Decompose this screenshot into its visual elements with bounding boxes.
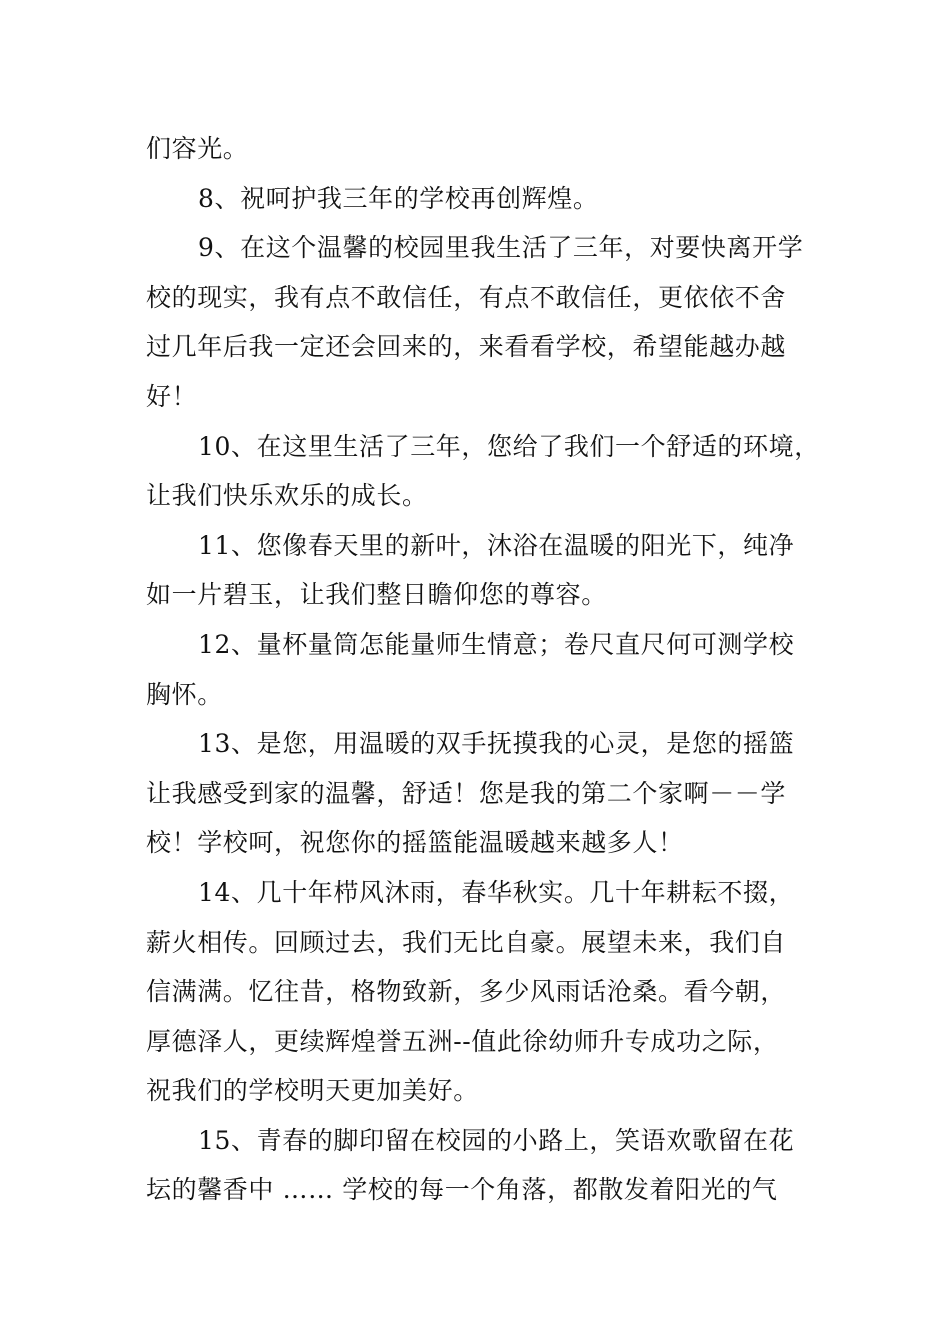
text-line: 如一片碧玉，让我们整日瞻仰您的尊容。 [146,580,607,610]
text-line: 10、在这里生活了三年，您给了我们一个舒适的环境， [198,431,820,461]
text-line: 14、几十年栉风沐雨，春华秋实。几十年耕耘不掇， [198,877,795,907]
text-line: 11、您像春天里的新叶，沐浴在温暖的阳光下，纯净 [198,530,795,560]
text-line: 好！ [146,381,198,411]
text-line: 祝我们的学校明天更加美好。 [146,1076,479,1106]
text-line: 厚德泽人，更续辉煌誉五洲--值此徐幼师升专成功之际， [146,1026,779,1056]
text-line: 13、是您，用温暖的双手抚摸我的心灵，是您的摇篮 [198,729,795,759]
text-line: 坛的馨香中 …… 学校的每一个角落，都散发着阳光的气 [146,1175,778,1205]
text-line: 让我们快乐欢乐的成长。 [146,481,428,511]
text-line: 们容光。 [146,134,249,163]
text-line: 8、祝呵护我三年的学校再创辉煌。 [198,183,599,213]
text-line: 过几年后我一定还会回来的，来看看学校，希望能越办越 [146,332,787,362]
text-line: 15、青春的脚印留在校园的小路上，笑语欢歌留在花 [198,1125,795,1155]
text-line: 让我感受到家的温馨，舒适！您是我的第二个家啊－－学 [146,778,787,808]
text-line: 12、量杯量筒怎能量师生情意；卷尺直尺何可测学校 [198,629,795,659]
text-line: 胸怀。 [146,679,223,709]
text-line: 薪火相传。回顾过去，我们无比自豪。展望未来，我们自 [146,927,787,957]
document-body [146,124,826,1215]
text-line: 信满满。忆往昔，格物致新，多少风雨话沧桑。看今朝， [146,977,787,1007]
text-line: 校的现实，我有点不敢信任，有点不敢信任，更依依不舍 [146,282,787,312]
text-line: 校！学校呵，祝您你的摇篮能温暖越来越多人！ [146,828,684,858]
text-line: 9、在这个温馨的校园里我生活了三年，对要快离开学 [198,233,804,263]
